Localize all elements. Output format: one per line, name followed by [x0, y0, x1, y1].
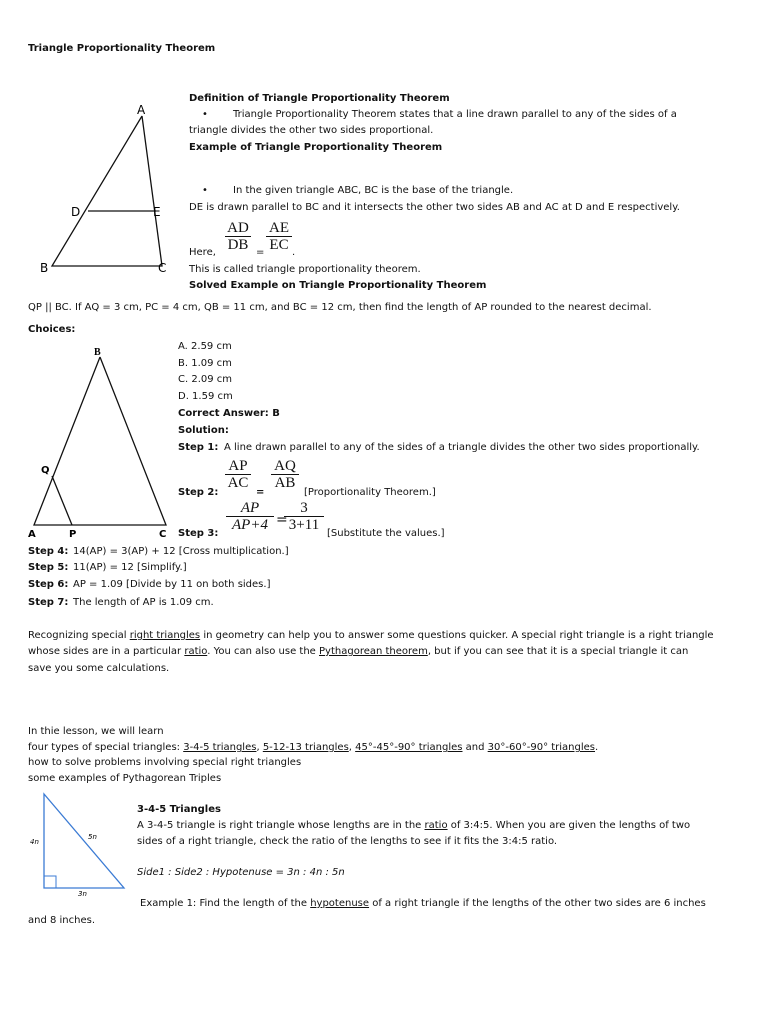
example-bullet: In the given triangle ABC, BC is the base of the triangle. [233, 185, 514, 196]
tri345-formula: Side1 : Side2 : Hypotenuse = 3n : 4n : 5n [137, 867, 345, 878]
text-run: whose sides are in a particular [28, 646, 185, 657]
example1-line2: and 8 inches. [28, 915, 96, 926]
step4-text: 14(AP) = 3(AP) + 12 [Cross multiplication.] [73, 546, 289, 557]
frac-den: EC [269, 237, 289, 253]
step1-label: Step 1: [178, 442, 219, 453]
link-hypotenuse[interactable]: hypotenuse [310, 898, 370, 909]
frac-den: AC [227, 475, 249, 491]
text-run: , [256, 742, 263, 753]
frac-den: 3+11 [288, 517, 320, 533]
link-51213[interactable]: 5-12-13 triangles [262, 742, 349, 753]
page-title: Triangle Proportionality Theorem [28, 43, 216, 54]
link-306090[interactable]: 30°-60°-90° triangles [487, 742, 596, 753]
fraction-ap-ap4 [226, 500, 274, 533]
label-4n: 4n [30, 838, 39, 846]
definition-heading: Definition of Triangle Proportionality Theorem [189, 93, 450, 104]
frac-num: AQ [271, 458, 299, 475]
here-label: Here, [189, 247, 216, 258]
special-paragraph-line3: save you some calculations. [28, 663, 170, 674]
link-pythagorean-theorem[interactable]: Pythagorean theorem [319, 646, 428, 657]
examples-line: some examples of Pythagorean Triples [28, 773, 222, 784]
text-run: . You can also use the [207, 646, 320, 657]
solved-heading: Solved Example on Triangle Proportionality Theorem [189, 280, 487, 291]
label-a: A [137, 103, 146, 117]
link-right-triangles[interactable]: right triangles [129, 630, 201, 641]
equals-sign: = [256, 487, 265, 498]
four-types-line [28, 741, 598, 754]
tri345-line1 [137, 819, 690, 832]
example1-line1 [140, 897, 706, 910]
text-run: four types of special triangles: [28, 742, 184, 753]
text-run: of a right triangle if the lengths of the other two sides are 6 inches [369, 898, 706, 909]
example-heading: Example of Triangle Proportionality Theorem [189, 142, 443, 153]
special-paragraph-line2 [28, 645, 688, 658]
step3-note: [Substitute the values.] [327, 528, 445, 539]
lesson-intro: In thie lesson, we will learn [28, 726, 164, 737]
fraction-ad-db [225, 220, 251, 253]
choice-a: A. 2.59 cm [178, 341, 232, 352]
label-c: C [158, 261, 167, 275]
step7-label: Step 7: [28, 597, 69, 608]
special-paragraph-line1 [28, 629, 714, 642]
frac-den: AP+4 [232, 517, 268, 533]
step2-label: Step 2: [178, 487, 219, 498]
label-p: P [69, 529, 77, 540]
text-run: and [462, 742, 488, 753]
label-e: E [153, 205, 161, 219]
link-ratio[interactable]: ratio [184, 646, 208, 657]
definition-text-1: Triangle Proportionality Theorem states that a line drawn parallel to any of the sides of a [233, 109, 677, 120]
problem-statement: QP || BC. If AQ = 3 cm, PC = 4 cm, QB = 11 cm, and BC = 12 cm, then find the length of AP rounded to the nearest decimal. [28, 302, 652, 313]
link-345[interactable]: 3-4-5 triangles [183, 742, 257, 753]
tri345-heading: 3-4-5 Triangles [137, 804, 221, 815]
frac-num: AP [225, 458, 251, 475]
period: . [292, 247, 296, 258]
frac-num: AE [266, 220, 292, 237]
fraction-ap-ac [225, 458, 251, 491]
step7-text: The length of AP is 1.09 cm. [73, 597, 214, 608]
step2-note: [Proportionality Theorem.] [304, 487, 436, 498]
correct-answer: Correct Answer: B [178, 408, 280, 419]
label-3n: 3n [78, 890, 87, 898]
solution-label: Solution: [178, 425, 229, 436]
label-q: Q [41, 465, 50, 476]
fraction-aq-ab [271, 458, 299, 491]
equals-sign: = [256, 247, 265, 258]
choice-c: C. 2.09 cm [178, 374, 233, 385]
equals-sign: = [276, 512, 288, 528]
frac-num: 3 [284, 500, 324, 517]
label-b: B [40, 261, 49, 275]
label-a: A [28, 529, 36, 540]
label-c: C [159, 529, 167, 540]
step5-text: 11(AP) = 12 [Simplify.] [73, 562, 187, 573]
label-d: D [71, 205, 81, 219]
triangle-345-figure [30, 792, 130, 898]
frac-den: AB [274, 475, 296, 491]
de-line: DE is drawn parallel to BC and it intersects the other two sides AB and AC at D and E respectively. [189, 202, 680, 213]
choices-label: Choices: [28, 324, 76, 335]
triangle-abc-figure [40, 100, 180, 280]
fraction-ae-ec [266, 220, 292, 253]
step4-label: Step 4: [28, 546, 69, 557]
fraction-3-311 [284, 500, 324, 533]
link-454590[interactable]: 45°-45°-90° triangles [355, 742, 463, 753]
text-run: Example 1: Find the length of the [140, 898, 311, 909]
bullet-dot: • [202, 109, 208, 120]
text-run: A 3-4-5 triangle is right triangle whose lengths are in the [137, 820, 425, 831]
step5-label: Step 5: [28, 562, 69, 573]
text-run: of 3:4:5. When you are given the lengths of two [447, 820, 691, 831]
label-b: B [94, 347, 101, 358]
step6-text: AP = 1.09 [Divide by 11 on both sides.] [73, 579, 271, 590]
text-run: in geometry can help you to answer some questions quicker. A special right triangle is a right triangle [200, 630, 714, 641]
link-ratio[interactable]: ratio [424, 820, 448, 831]
text-run: Recognizing special [28, 630, 130, 641]
tri345-line2: sides of a right triangle, check the ratio of the lengths to see if it fits the 3:4:5 ratio. [137, 836, 558, 847]
frac-den: DB [227, 237, 249, 253]
text-run: , [348, 742, 356, 753]
step1-text: A line drawn parallel to any of the sides of a triangle divides the other two sides proportionally. [224, 442, 700, 453]
label-5n: 5n [88, 833, 97, 841]
called-text: This is called triangle proportionality theorem. [189, 264, 421, 275]
frac-num: AD [225, 220, 251, 237]
text-run: . [595, 742, 599, 753]
definition-text-2: triangle divides the other two sides proportional. [189, 125, 434, 136]
bullet-dot: • [202, 185, 208, 196]
triangle-bqapc-figure [28, 345, 173, 540]
step6-label: Step 6: [28, 579, 69, 590]
text-run: , but if you can see that it is a special triangle it can [427, 646, 689, 657]
how-to-line: how to solve problems involving special right triangles [28, 757, 302, 768]
choice-d: D. 1.59 cm [178, 391, 233, 402]
frac-num: AP [226, 500, 274, 517]
choice-b: B. 1.09 cm [178, 358, 232, 369]
step3-label: Step 3: [178, 528, 219, 539]
